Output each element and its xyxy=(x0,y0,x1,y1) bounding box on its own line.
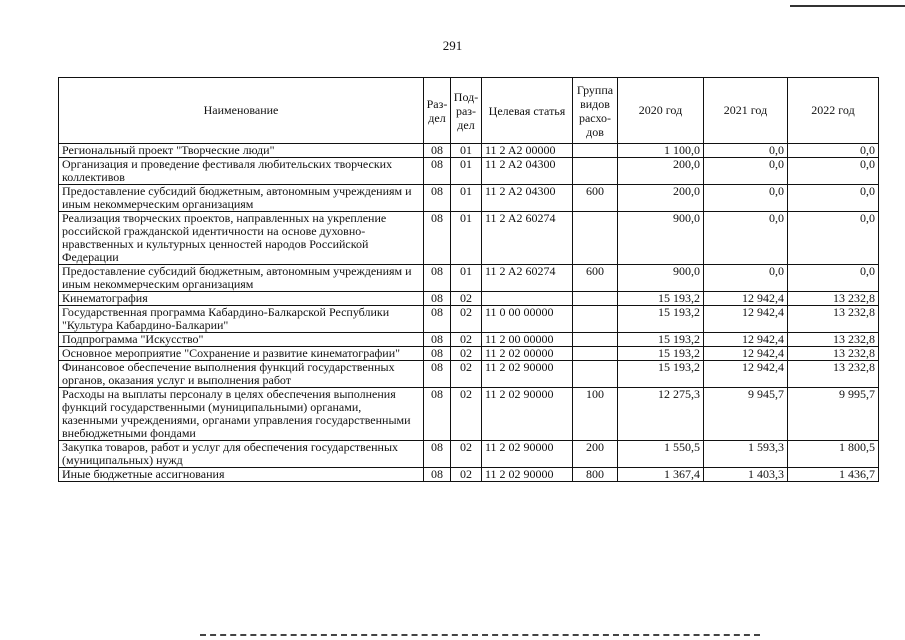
cell-2020: 1 100,0 xyxy=(618,144,704,158)
cell-target-article: 11 2 00 00000 xyxy=(482,333,573,347)
cell-section: 08 xyxy=(424,333,451,347)
cell-section: 08 xyxy=(424,306,451,333)
cell-2022: 0,0 xyxy=(788,158,879,185)
cell-subsection: 02 xyxy=(451,292,482,306)
cell-2020: 15 193,2 xyxy=(618,361,704,388)
cell-target-article: 11 2 A2 00000 xyxy=(482,144,573,158)
table-row xyxy=(59,292,879,306)
cell-expense-group: 100 xyxy=(573,388,618,441)
cell-2020: 15 193,2 xyxy=(618,347,704,361)
cell-subsection: 02 xyxy=(451,388,482,441)
table-row xyxy=(59,388,879,441)
header-expense-group: Группа видов расхо-дов xyxy=(573,78,618,144)
cell-expense-group xyxy=(573,333,618,347)
cell-name: Кинематография xyxy=(59,292,424,306)
cell-name: Закупка товаров, работ и услуг для обеспечения государственных (муниципальных) нужд xyxy=(59,441,424,468)
cell-2022: 9 995,7 xyxy=(788,388,879,441)
cell-expense-group xyxy=(573,158,618,185)
cell-section: 08 xyxy=(424,361,451,388)
cell-name: Государственная программа Кабардино-Балкарской Республики "Культура Кабардино-Балкарии" xyxy=(59,306,424,333)
cell-expense-group: 200 xyxy=(573,441,618,468)
cell-2022: 0,0 xyxy=(788,144,879,158)
cell-target-article: 11 2 A2 60274 xyxy=(482,212,573,265)
cell-2021: 0,0 xyxy=(704,144,788,158)
cell-2022: 13 232,8 xyxy=(788,306,879,333)
budget-table xyxy=(58,77,879,482)
cell-2020: 900,0 xyxy=(618,212,704,265)
table-row xyxy=(59,347,879,361)
cell-subsection: 01 xyxy=(451,185,482,212)
table-row xyxy=(59,333,879,347)
cell-name: Реализация творческих проектов, направленных на укрепление российской гражданской идентичности на основе духовно-нравственных и культурных ценностей народов Российской Федерации xyxy=(59,212,424,265)
cell-2020: 15 193,2 xyxy=(618,306,704,333)
cell-name: Расходы на выплаты персоналу в целях обеспечения выполнения функций государственными (муниципальными) органами, казенными учреждениями, органами управления государственными внебюджетными фондами xyxy=(59,388,424,441)
cell-2022: 1 436,7 xyxy=(788,468,879,482)
cell-2020: 200,0 xyxy=(618,185,704,212)
cell-target-article: 11 2 02 90000 xyxy=(482,388,573,441)
cell-2020: 12 275,3 xyxy=(618,388,704,441)
cell-2022: 13 232,8 xyxy=(788,333,879,347)
cell-expense-group xyxy=(573,347,618,361)
cell-subsection: 02 xyxy=(451,441,482,468)
cell-section: 08 xyxy=(424,441,451,468)
cell-2022: 1 800,5 xyxy=(788,441,879,468)
cell-2022: 13 232,8 xyxy=(788,361,879,388)
cell-expense-group xyxy=(573,306,618,333)
cell-target-article: 11 2 A2 04300 xyxy=(482,158,573,185)
cell-2020: 15 193,2 xyxy=(618,333,704,347)
cell-name: Иные бюджетные ассигнования xyxy=(59,468,424,482)
cell-2021: 1 403,3 xyxy=(704,468,788,482)
cell-2021: 12 942,4 xyxy=(704,333,788,347)
cell-2020: 1 550,5 xyxy=(618,441,704,468)
cell-section: 08 xyxy=(424,468,451,482)
cell-name: Региональный проект "Творческие люди" xyxy=(59,144,424,158)
cell-2022: 0,0 xyxy=(788,265,879,292)
cell-2022: 0,0 xyxy=(788,212,879,265)
header-target-article: Целевая статья xyxy=(482,78,573,144)
cell-2021: 0,0 xyxy=(704,265,788,292)
cell-target-article: 11 0 00 00000 xyxy=(482,306,573,333)
cell-subsection: 01 xyxy=(451,212,482,265)
cell-expense-group: 800 xyxy=(573,468,618,482)
cell-expense-group xyxy=(573,361,618,388)
header-subsection: Под-раз-дел xyxy=(451,78,482,144)
cell-expense-group xyxy=(573,144,618,158)
cell-section: 08 xyxy=(424,388,451,441)
header-2022: 2022 год xyxy=(788,78,879,144)
cell-target-article: 11 2 02 90000 xyxy=(482,361,573,388)
cell-subsection: 01 xyxy=(451,144,482,158)
table-header-row xyxy=(59,78,879,144)
cell-subsection: 02 xyxy=(451,468,482,482)
cell-target-article: 11 2 02 00000 xyxy=(482,347,573,361)
cell-target-article: 11 2 A2 04300 xyxy=(482,185,573,212)
cell-2021: 0,0 xyxy=(704,185,788,212)
cell-2021: 0,0 xyxy=(704,212,788,265)
table-row xyxy=(59,158,879,185)
cell-expense-group: 600 xyxy=(573,185,618,212)
cell-expense-group xyxy=(573,292,618,306)
top-edge-line xyxy=(790,5,905,7)
cell-section: 08 xyxy=(424,185,451,212)
header-name: Наименование xyxy=(59,78,424,144)
table-row xyxy=(59,185,879,212)
table-row xyxy=(59,306,879,333)
table-body xyxy=(59,144,879,482)
cell-2021: 9 945,7 xyxy=(704,388,788,441)
cell-section: 08 xyxy=(424,347,451,361)
cell-2021: 12 942,4 xyxy=(704,306,788,333)
header-2020: 2020 год xyxy=(618,78,704,144)
cell-2021: 12 942,4 xyxy=(704,361,788,388)
cell-2020: 15 193,2 xyxy=(618,292,704,306)
cell-subsection: 01 xyxy=(451,265,482,292)
cell-2020: 200,0 xyxy=(618,158,704,185)
table-row xyxy=(59,144,879,158)
cell-2021: 1 593,3 xyxy=(704,441,788,468)
cell-2022: 13 232,8 xyxy=(788,347,879,361)
cell-section: 08 xyxy=(424,144,451,158)
cell-target-article: 11 2 02 90000 xyxy=(482,468,573,482)
cell-2021: 12 942,4 xyxy=(704,347,788,361)
cell-2022: 13 232,8 xyxy=(788,292,879,306)
cell-name: Подпрограмма "Искусство" xyxy=(59,333,424,347)
cell-2020: 900,0 xyxy=(618,265,704,292)
cell-name: Организация и проведение фестиваля любительских творческих коллективов xyxy=(59,158,424,185)
cell-2022: 0,0 xyxy=(788,185,879,212)
header-2021: 2021 год xyxy=(704,78,788,144)
cell-name: Предоставление субсидий бюджетным, автономным учреждениям и иным некоммерческим организациям xyxy=(59,265,424,292)
cell-target-article: 11 2 02 90000 xyxy=(482,441,573,468)
cell-subsection: 02 xyxy=(451,333,482,347)
cell-2021: 0,0 xyxy=(704,158,788,185)
cell-section: 08 xyxy=(424,292,451,306)
cell-name: Предоставление субсидий бюджетным, автономным учреждениям и иным некоммерческим организациям xyxy=(59,185,424,212)
cell-name: Основное мероприятие "Сохранение и развитие кинематографии" xyxy=(59,347,424,361)
cell-target-article: 11 2 A2 60274 xyxy=(482,265,573,292)
cell-target-article xyxy=(482,292,573,306)
cell-expense-group: 600 xyxy=(573,265,618,292)
table-row xyxy=(59,441,879,468)
cell-section: 08 xyxy=(424,212,451,265)
cell-subsection: 01 xyxy=(451,158,482,185)
cell-subsection: 02 xyxy=(451,306,482,333)
table-row xyxy=(59,468,879,482)
header-section: Раз-дел xyxy=(424,78,451,144)
page-number: 291 xyxy=(442,38,463,53)
table-row xyxy=(59,265,879,292)
cell-2020: 1 367,4 xyxy=(618,468,704,482)
table-row xyxy=(59,361,879,388)
cell-name: Финансовое обеспечение выполнения функций государственных органов, оказания услуг и выполнения работ xyxy=(59,361,424,388)
cell-expense-group xyxy=(573,212,618,265)
cell-section: 08 xyxy=(424,158,451,185)
table-row xyxy=(59,212,879,265)
cell-subsection: 02 xyxy=(451,347,482,361)
cell-subsection: 02 xyxy=(451,361,482,388)
bottom-edge-line xyxy=(200,634,760,636)
cell-2021: 12 942,4 xyxy=(704,292,788,306)
cell-section: 08 xyxy=(424,265,451,292)
